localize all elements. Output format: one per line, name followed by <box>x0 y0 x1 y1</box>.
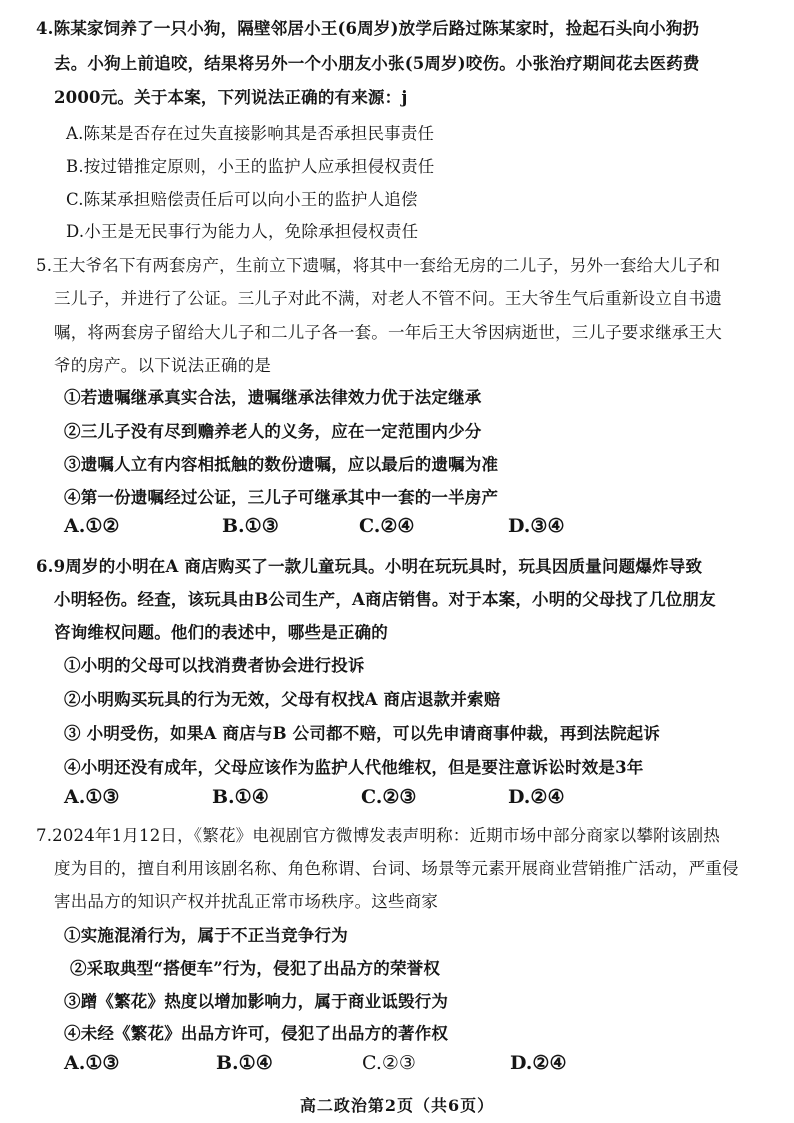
q6-stem-line-2: 小明轻伤。经查，该玩具由B公司生产，A商店销售。对于本案，小明的父母找了几位朋友 <box>54 590 716 609</box>
q6-choice-d: D.②④ <box>508 786 565 808</box>
q7-statement-2: ②采取典型“搭便车”行为，侵犯了出品方的荣誉权 <box>70 959 441 978</box>
q4-stem-line-1: 4.陈某家饲养了一只小狗，隔壁邻居小王(6周岁)放学后路过陈某家时，捡起石头向小狗扔 <box>36 19 700 38</box>
q7-statement-3: ③蹭《繁花》热度以增加影响力，属于商业诋毁行为 <box>64 992 449 1011</box>
q7-choice-d: D.②④ <box>510 1052 567 1074</box>
q7-stem-line-1: 7.2024年1月12日，《繁花》电视剧官方微博发表声明称：近期市场中部分商家以攀附该剧热 <box>36 826 720 845</box>
q5-statement-3: ③遗嘱人立有内容相抵触的数份遗嘱，应以最后的遗嘱为准 <box>64 455 499 474</box>
q6-stem-line-3: 咨询维权问题。他们的表述中，哪些是正确的 <box>54 623 388 642</box>
q5-choice-c: C.②④ <box>359 515 415 537</box>
q6-statement-2: ②小明购买玩具的行为无效，父母有权找A 商店退款并索赔 <box>64 690 501 709</box>
q5-stem-line-4: 爷的房产。以下说法正确的是 <box>54 356 272 375</box>
q5-stem-line-3: 嘱，将两套房子留给大儿子和二儿子各一套。一年后王大爷因病逝世，三儿子要求继承王大 <box>54 323 722 342</box>
q5-statement-4: ④第一份遗嘱经过公证，三儿子可继承其中一套的一半房产 <box>64 488 499 507</box>
q7-choice-a: A.①③ <box>64 1052 120 1074</box>
q5-stem-line-1: 5.王大爷名下有两套房产，生前立下遗嘱，将其中一套给无房的二儿子，另外一套给大儿子和 <box>36 256 721 275</box>
q7-choice-b: B.①④ <box>216 1052 273 1074</box>
q4-option-b: B.按过错推定原则，小王的监护人应承担侵权责任 <box>66 157 435 176</box>
q6-statement-1: ①小明的父母可以找消费者协会进行投诉 <box>64 656 365 675</box>
q6-stem-line-1: 6.9周岁的小明在A 商店购买了一款儿童玩具。小明在玩玩具时，玩具因质量问题爆炸导致 <box>36 557 703 576</box>
q6-choice-c: C.②③ <box>361 786 417 808</box>
q5-statement-1: ①若遗嘱继承真实合法，遗嘱继承法律效力优于法定继承 <box>64 388 482 407</box>
q4-option-c: C.陈某承担赔偿责任后可以向小王的监护人追偿 <box>66 190 418 209</box>
q6-choice-b: B.①④ <box>212 786 269 808</box>
q7-statement-1: ①实施混淆行为，属于不正当竞争行为 <box>64 926 348 945</box>
q5-choice-b: B.①③ <box>222 515 279 537</box>
q7-stem-line-3: 害出品方的知识产权并扰乱正常市场秩序。这些商家 <box>54 892 439 911</box>
q6-statement-4: ④小明还没有成年，父母应该作为监护人代他维权，但是要注意诉讼时效是3年 <box>64 758 644 777</box>
q5-choice-d: D.③④ <box>508 515 565 537</box>
q5-statement-2: ②三儿子没有尽到赡养老人的义务，应在一定范围内少分 <box>64 422 482 441</box>
page-footer: 高二政治第2页（共6页） <box>299 1096 495 1115</box>
q7-choice-c: C.②③ <box>362 1052 416 1074</box>
q5-stem-line-2: 三儿子，并进行了公证。三儿子对此不满，对老人不管不问。王大爷生气后重新设立自书遗 <box>54 289 722 308</box>
q4-stem-line-3: 2000元。关于本案，下列说法正确的有来源：j <box>54 88 408 107</box>
q4-option-d: D.小王是无民事行为能力人，免除承担侵权责任 <box>66 222 419 241</box>
q7-statement-4: ④未经《繁花》出品方许可，侵犯了出品方的著作权 <box>64 1024 449 1043</box>
q4-option-a: A.陈某是否存在过失直接影响其是否承担民事责任 <box>66 124 435 143</box>
q6-choice-a: A.①③ <box>64 786 120 808</box>
q6-statement-3: ③ 小明受伤，如果A 商店与B 公司都不赔，可以先申请商事仲裁，再到法院起诉 <box>64 724 661 743</box>
q5-choice-a: A.①② <box>64 515 120 537</box>
q7-stem-line-2: 度为目的，擅自利用该剧名称、角色称谓、台词、场景等元素开展商业营销推广活动，严重侵 <box>54 859 739 878</box>
q4-stem-line-2: 去。小狗上前追咬，结果将另外一个小朋友小张(5周岁)咬伤。小张治疗期间花去医药费 <box>54 54 700 73</box>
